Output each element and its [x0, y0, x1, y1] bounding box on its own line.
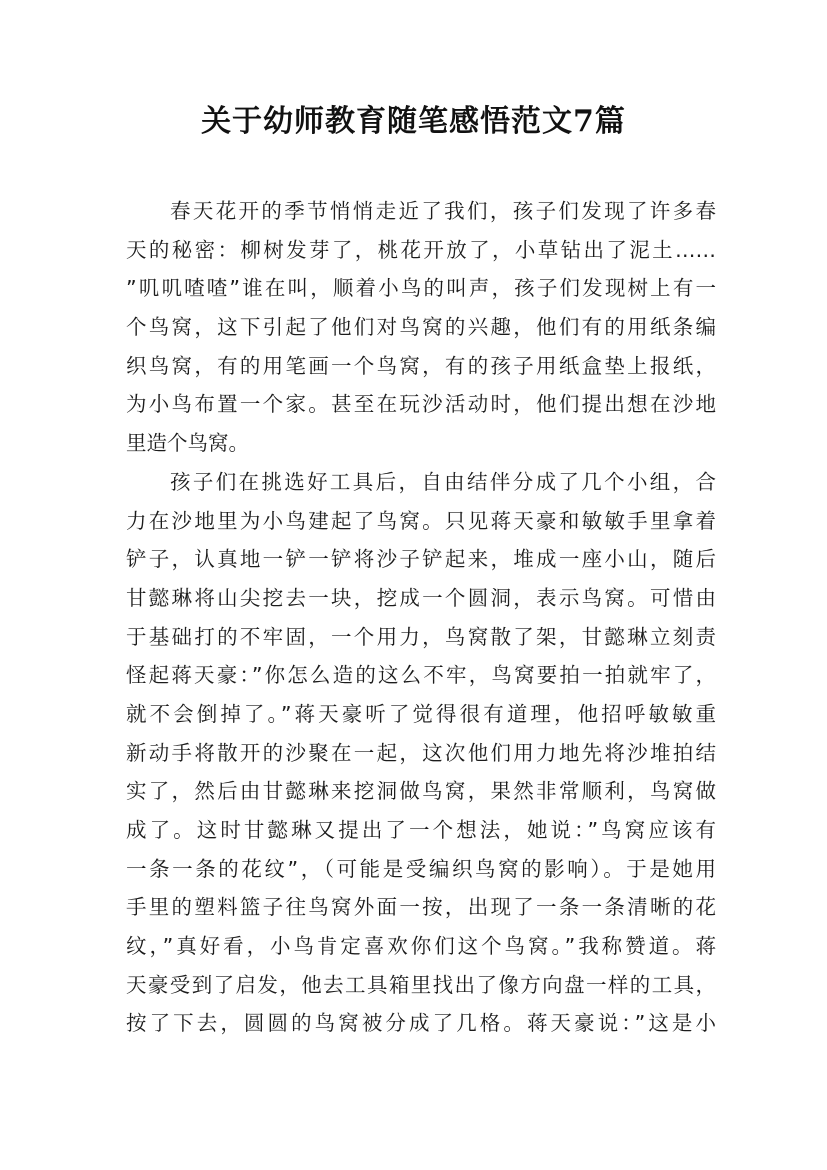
text-line: 实了，然后由甘懿琳来挖洞做鸟窝，果然非常顺利，鸟窝做	[126, 779, 716, 804]
text-line: 天的秘密：柳树发芽了，桃花开放了，小草钻出了泥土……	[126, 237, 716, 262]
text-line: 铲子，认真地一铲一铲将沙子铲起来，堆成一座小山，随后	[126, 547, 716, 572]
text-line: 为小鸟布置一个家。甚至在玩沙活动时，他们提出想在沙地	[126, 392, 716, 417]
text-line: 甘懿琳将山尖挖去一块，挖成一个圆洞，表示鸟窝。可惜由	[126, 585, 716, 610]
text-line: 力在沙地里为小鸟建起了鸟窝。只见蒋天豪和敏敏手里拿着	[126, 508, 716, 533]
document-title: 关于幼师教育随笔感悟范文7篇	[201, 104, 626, 139]
text-line: 纹，”真好看，小鸟肯定喜欢你们这个鸟窝。”我称赞道。蒋	[126, 934, 716, 959]
text-line: 按了下去，圆圆的鸟窝被分成了几格。蒋天豪说：”这是小	[126, 1011, 716, 1036]
text-line: 成了。这时甘懿琳又提出了一个想法，她说：”鸟窝应该有	[126, 818, 716, 842]
text-line: 手里的塑料篮子往鸟窝外面一按，出现了一条一条清晰的花	[126, 895, 716, 920]
text-line: 新动手将散开的沙聚在一起，这次他们用力地先将沙堆拍结	[126, 740, 716, 765]
text-line: 春天花开的季节悄悄走近了我们，孩子们发现了许多春	[170, 199, 716, 223]
text-line: 织鸟窝，有的用笔画一个鸟窝，有的孩子用纸盒垫上报纸，	[126, 353, 716, 378]
text-line: ”叽叽喳喳”谁在叫，顺着小鸟的叫声，孩子们发现树上有一	[126, 276, 716, 301]
text-line: 怪起蒋天豪：”你怎么造的这么不牢，鸟窝要拍一拍就牢了，	[126, 663, 716, 688]
text-line: 就不会倒掉了。”蒋天豪听了觉得很有道理，他招呼敏敏重	[126, 701, 716, 726]
text-line: 孩子们在挑选好工具后，自由结伴分成了几个小组，合	[170, 469, 716, 494]
document-body	[126, 192, 716, 1043]
text-line: 里造个鸟窝。	[126, 431, 249, 456]
text-line: 个鸟窝，这下引起了他们对鸟窝的兴趣，他们有的用纸条编	[126, 315, 716, 340]
text-line: 天豪受到了启发，他去工具箱里找出了像方向盘一样的工具，	[126, 972, 716, 997]
text-line: 一条一条的花纹”，（可能是受编织鸟窝的影响）。于是她用	[126, 856, 716, 881]
text-line: 于基础打的不牢固，一个用力，鸟窝散了架，甘懿琳立刻责	[126, 624, 716, 649]
